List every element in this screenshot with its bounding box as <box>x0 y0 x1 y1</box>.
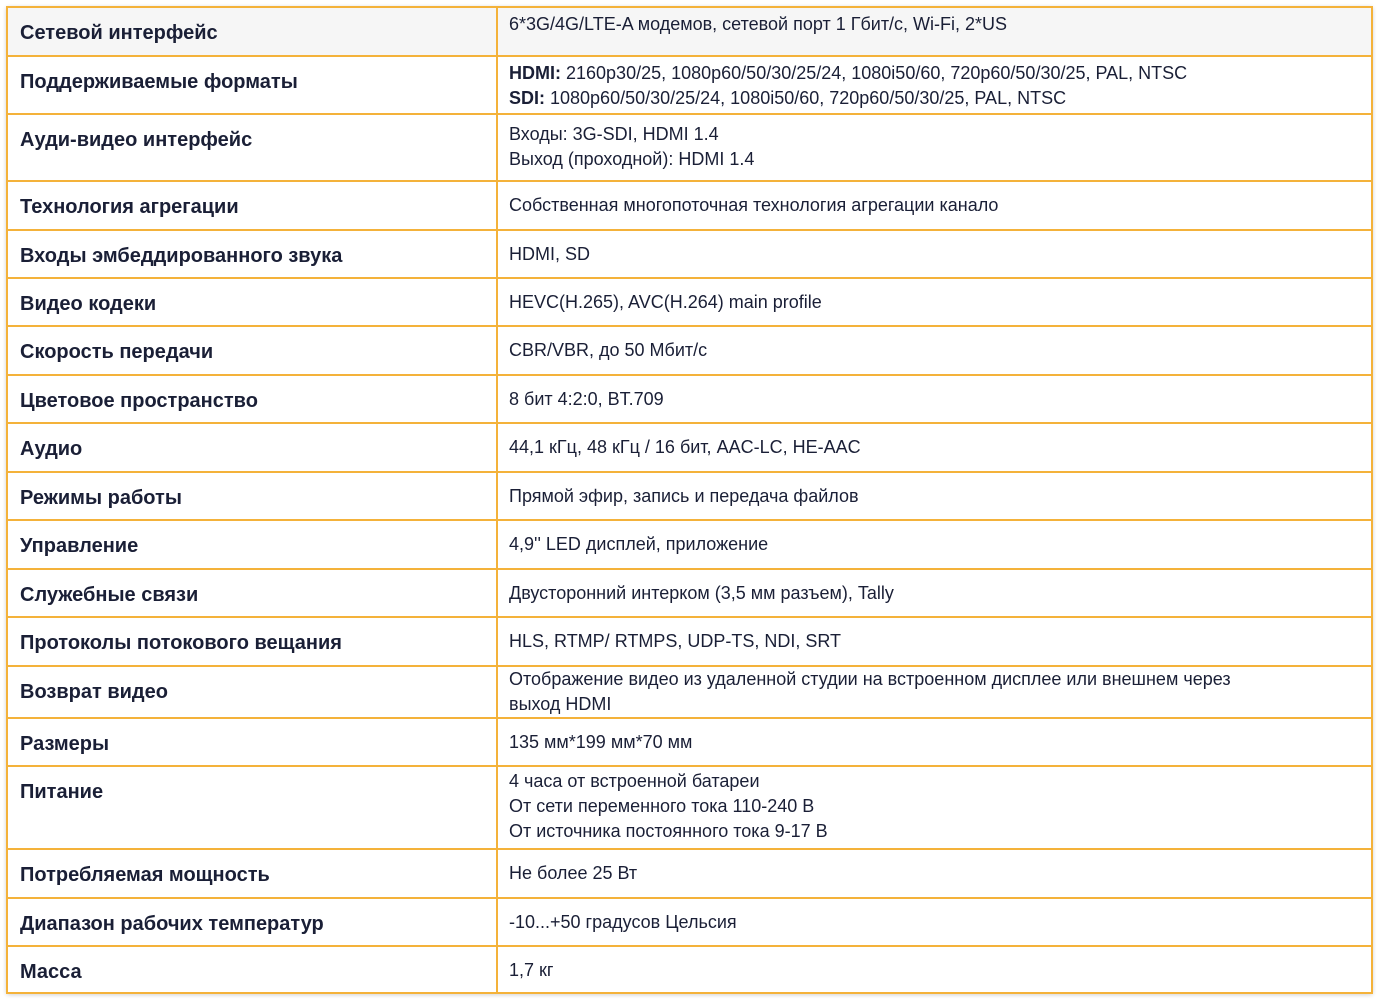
spec-row <box>7 181 1372 230</box>
spec-value-cell <box>497 569 1372 617</box>
spec-row <box>7 520 1372 569</box>
spec-value-line: 135 мм*199 мм*70 мм <box>509 732 693 752</box>
spec-label: Входы эмбеддированного звука <box>20 245 343 267</box>
spec-label-cell <box>7 898 497 946</box>
spec-label-cell <box>7 520 497 569</box>
spec-label: Управление <box>20 535 139 557</box>
spec-row <box>7 898 1372 946</box>
spec-value-line: HLS, RTMP/ RTMPS, UDP-TS, NDI, SRT <box>509 631 842 651</box>
spec-value-cell <box>497 766 1372 849</box>
spec-value-line: От источника постоянного тока 9-17 В <box>509 821 828 841</box>
spec-row <box>7 56 1372 114</box>
spec-label-cell <box>7 946 497 993</box>
spec-row <box>7 278 1372 326</box>
spec-label-cell <box>7 278 497 326</box>
format-list-sdi: 1080p60/50/30/25/24, 1080i50/60, 720p60/50/30/25, PAL, NTSC <box>545 88 1067 108</box>
spec-row <box>7 114 1372 181</box>
spec-row <box>7 326 1372 375</box>
spec-value-line: Двусторонний интерком (3,5 мм разъем), Tally <box>509 583 894 603</box>
spec-value-line <box>509 86 1361 111</box>
spec-label: Питание <box>20 781 104 803</box>
spec-label-cell <box>7 230 497 278</box>
spec-value-line <box>509 61 1361 86</box>
spec-label-cell <box>7 181 497 230</box>
spec-label: Цветовое пространство <box>20 390 258 412</box>
spec-value-line: 8 бит 4:2:0, BT.709 <box>509 389 664 409</box>
spec-value-cell <box>497 472 1372 520</box>
spec-row <box>7 569 1372 617</box>
spec-value-line: 44,1 кГц, 48 кГц / 16 бит, AAC-LC, HE-AAC <box>509 437 861 457</box>
spec-label-cell <box>7 472 497 520</box>
spec-value-cell <box>497 278 1372 326</box>
spec-label-cell <box>7 766 497 849</box>
spec-row <box>7 472 1372 520</box>
spec-label: Масса <box>20 961 82 983</box>
spec-value-cell <box>497 181 1372 230</box>
format-key-hdmi: HDMI: <box>509 63 561 83</box>
spec-value-line: Прямой эфир, запись и передача файлов <box>509 486 859 506</box>
spec-label: Протоколы потокового вещания <box>20 632 342 654</box>
spec-row <box>7 849 1372 898</box>
spec-value-cell <box>497 375 1372 423</box>
spec-label: Скорость передачи <box>20 341 214 363</box>
spec-label-cell <box>7 7 497 56</box>
spec-label: Ауди-видео интерфейс <box>20 129 253 151</box>
spec-row <box>7 666 1372 718</box>
spec-label-cell <box>7 849 497 898</box>
spec-row <box>7 718 1372 766</box>
spec-value-line: CBR/VBR, до 50 Мбит/с <box>509 340 708 360</box>
spec-label: Режимы работы <box>20 487 182 509</box>
spec-row <box>7 617 1372 666</box>
spec-value-line: -10...+50 градусов Цельсия <box>509 912 737 932</box>
spec-label: Возврат видео <box>20 681 168 703</box>
spec-value-cell <box>497 114 1372 181</box>
spec-value-cell <box>497 423 1372 472</box>
spec-value-line: Выход (проходной): HDMI 1.4 <box>509 149 755 169</box>
spec-value-line: Собственная многопоточная технология агрегации канало <box>509 195 999 215</box>
spec-value-cell <box>497 718 1372 766</box>
spec-label: Технология агрегации <box>20 196 239 218</box>
spec-value-line: 4,9'' LED дисплей, приложение <box>509 534 769 554</box>
spec-label: Диапазон рабочих температур <box>20 913 324 935</box>
spec-value-cell <box>497 56 1372 114</box>
spec-value-line: Не более 25 Вт <box>509 863 638 883</box>
spec-row <box>7 423 1372 472</box>
spec-label: Видео кодеки <box>20 293 157 315</box>
spec-row <box>7 946 1372 993</box>
format-list-hdmi: 2160p30/25, 1080p60/50/30/25/24, 1080i50/60, 720p60/50/30/25, PAL, NTSC <box>561 63 1188 83</box>
format-key-sdi: SDI: <box>509 88 545 108</box>
spec-value-cell <box>497 230 1372 278</box>
spec-value-cell <box>497 326 1372 375</box>
spec-label-cell <box>7 617 497 666</box>
spec-value-line: От сети переменного тока 110-240 В <box>509 796 815 816</box>
spec-label-cell <box>7 569 497 617</box>
spec-label-cell <box>7 114 497 181</box>
spec-value-line: 6*3G/4G/LTE-A модемов, сетевой порт 1 Гбит/с, Wi-Fi, 2*US <box>509 14 1008 34</box>
spec-value-cell <box>497 849 1372 898</box>
spec-label-cell <box>7 326 497 375</box>
spec-label-cell <box>7 666 497 718</box>
spec-value-cell <box>497 898 1372 946</box>
spec-value-line: Отображение видео из удаленной студии на встроенном дисплее или внешнем через <box>509 669 1231 689</box>
spec-value-cell <box>497 7 1372 56</box>
spec-value-line: Входы: 3G-SDI, HDMI 1.4 <box>509 124 719 144</box>
spec-label: Аудио <box>20 438 83 460</box>
spec-table <box>6 6 1373 994</box>
spec-value-line: выход HDMI <box>509 694 612 714</box>
spec-label-cell <box>7 423 497 472</box>
spec-label: Сетевой интерфейс <box>20 22 218 44</box>
spec-label: Поддерживаемые форматы <box>20 71 298 93</box>
spec-value-line: HDMI, SD <box>509 244 590 264</box>
spec-row <box>7 230 1372 278</box>
spec-value-cell <box>497 520 1372 569</box>
spec-label: Служебные связи <box>20 584 199 606</box>
spec-label-cell <box>7 56 497 114</box>
spec-table-body <box>7 7 1372 993</box>
spec-label: Размеры <box>20 733 110 755</box>
spec-value-cell <box>497 946 1372 993</box>
spec-value-line: 4 часа от встроенной батареи <box>509 771 760 791</box>
spec-row <box>7 766 1372 849</box>
spec-label-cell <box>7 375 497 423</box>
spec-row <box>7 375 1372 423</box>
spec-value-line: HEVC(H.265), AVC(H.264) main profile <box>509 292 822 312</box>
spec-label-cell <box>7 718 497 766</box>
spec-value-line: 1,7 кг <box>509 960 554 980</box>
spec-value-cell <box>497 666 1372 718</box>
spec-value-cell <box>497 617 1372 666</box>
spec-label: Потребляемая мощность <box>20 864 270 886</box>
spec-row <box>7 7 1372 56</box>
